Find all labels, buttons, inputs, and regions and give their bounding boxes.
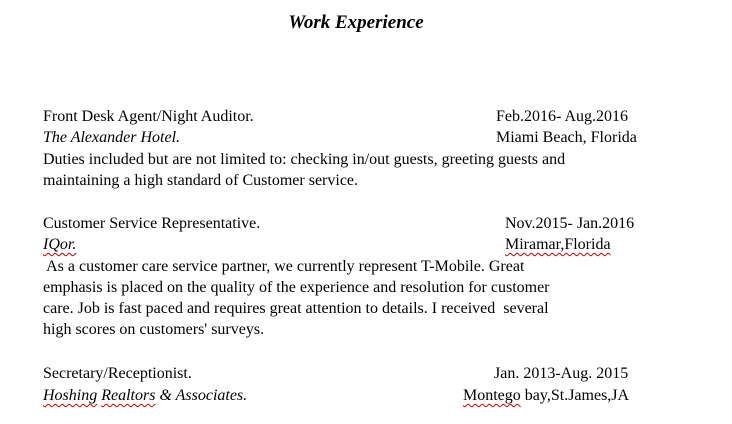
description-line: care. Job is fast paced and requires great attention to details. I received several [43, 300, 549, 317]
employer-name: IQor. [43, 236, 77, 253]
employer-word: Hoshing [43, 387, 98, 404]
description-line: Duties included but are not limited to: checking in/out guests, greeting guests and [43, 151, 566, 168]
job-employer [43, 385, 247, 406]
location-rest: bay,St.James,JA [520, 387, 630, 404]
location-word: Montego [463, 387, 521, 404]
job-employer: The Alexander Hotel. [43, 129, 181, 146]
job-description [43, 149, 683, 191]
description-line: high scores on customers' surveys. [43, 321, 265, 338]
description-line: emphasis is placed on the quality of the experience and resolution for customer [43, 279, 550, 296]
job-title: Customer Service Representative. [43, 215, 261, 232]
job-employer [43, 234, 76, 255]
job-location: Miami Beach, Florida [496, 129, 637, 146]
section-heading: Work Experience [288, 12, 424, 33]
location-name: Miramar,Florida [505, 236, 611, 253]
employer-word: Realtors [101, 387, 156, 404]
job-dates: Jan. 2013-Aug. 2015 [494, 365, 629, 382]
job-description [43, 256, 683, 340]
job-location [505, 234, 611, 255]
job-dates: Nov.2015- Jan.2016 [505, 215, 635, 232]
employer-rest: & Associates. [155, 387, 248, 404]
description-line: maintaining a high standard of Customer service. [43, 172, 359, 189]
job-title: Secretary/Receptionist. [43, 365, 192, 382]
job-dates: Feb.2016- Aug.2016 [496, 108, 628, 125]
job-title: Front Desk Agent/Night Auditor. [43, 108, 254, 125]
job-location [463, 385, 629, 406]
description-line: As a customer care service partner, we currently represent T-Mobile. Great [43, 258, 525, 275]
